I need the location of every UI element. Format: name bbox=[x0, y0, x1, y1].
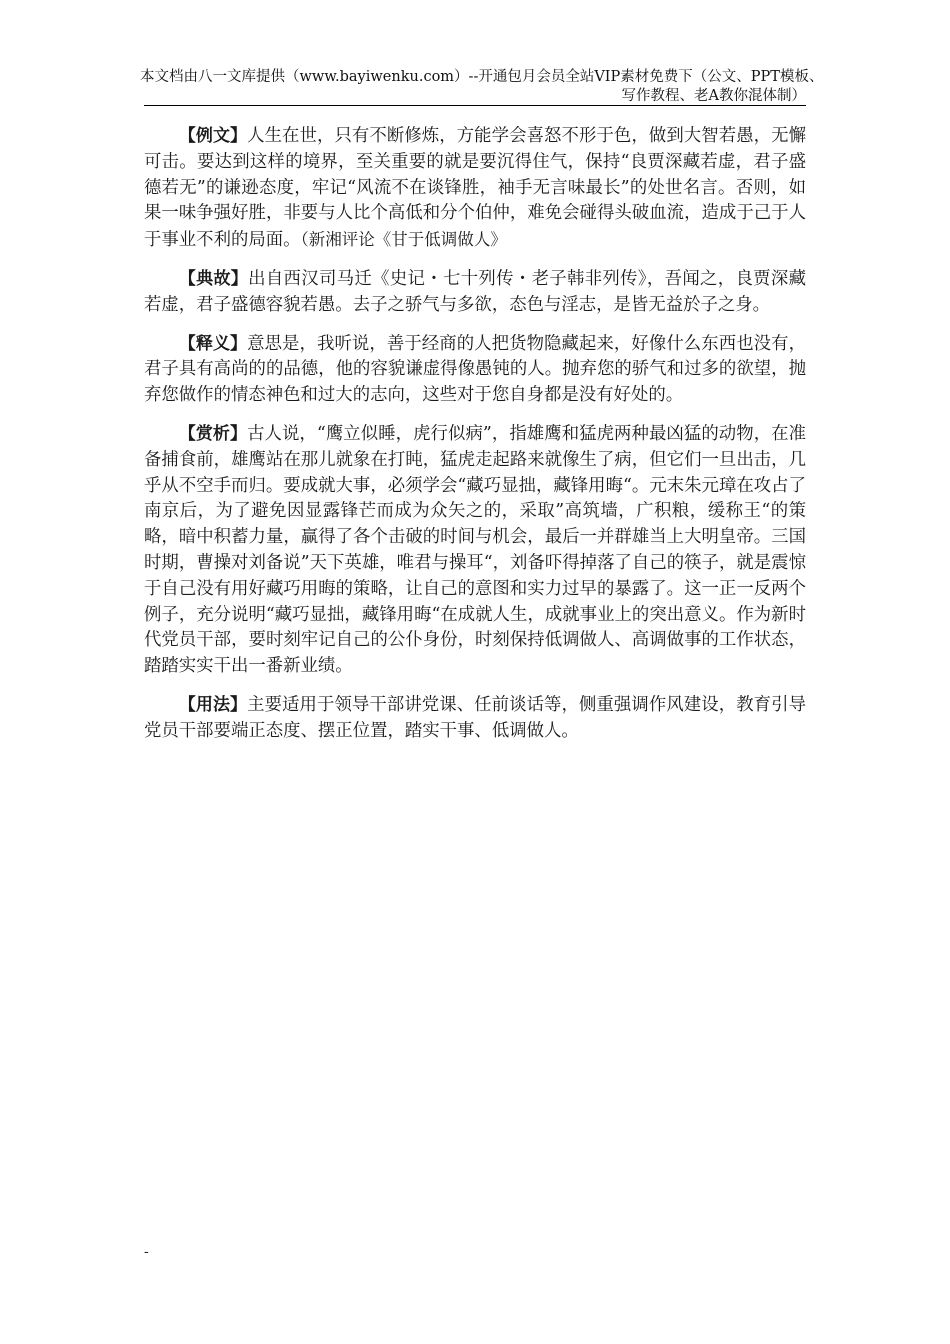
paragraph-interpretation bbox=[144, 332, 806, 409]
paragraph-text: 古人说，“鹰立似睡，虎行似病”，指雄鹰和猛虎两种最凶猛的动物，在准备捕食前，雄鹰站在那儿就象在打盹，猛虎走起路来就像生了病，但它们一旦出击，几乎从不空手而归。要成就大事，必须学会“藏巧显拙，藏锋用晦“。元末朱元璋在攻占了南京后，为了避免因显露锋芒而成为众矢之的，采取”高筑墙，广积粮，缓称王“的策略，暗中积蓄力量，赢得了各个击破的时间与机会，最后一并群雄当上大明皇帝。三国时期，曹操对刘备说”天下英雄，唯君与操耳“，刘备吓得掉落了自己的筷子，就是震惊于自己没有用好藏巧用晦的策略，让自己的意图和实力过早的暴露了。这一正一反两个例子，充分说明“藏巧显拙，藏锋用晦“在成就人生，成就事业上的突出意义。作为新时代党员干部，要时刻牢记自己的公仆身份，时刻保持低调做人、高调做事的工作状态，踏踏实实干出一番新业绩。 bbox=[144, 423, 806, 677]
document-body bbox=[144, 124, 806, 758]
paragraph-text: 主要适用于领导干部讲党课、任前谈话等，侧重强调作风建设，教育引导党员干部要端正态度、摆正位置，踏实干事、低调做人。 bbox=[144, 694, 806, 741]
paragraph-text: 出自西汉司马迁《史记・七十列传・老子韩非列传》，吾闻之，良贾深藏若虚，君子盛德容貌若愚。去子之骄气与多欲，态色与淫志，是皆无益於子之身。 bbox=[144, 268, 807, 315]
section-tag-usage: 【用法】 bbox=[178, 694, 248, 715]
paragraph-usage bbox=[144, 693, 806, 745]
paragraph-example bbox=[144, 124, 806, 254]
header-line-2: 写作教程、老A教你混体制） bbox=[621, 88, 806, 104]
paragraph-text: 人生在世，只有不断修炼，方能学会喜怒不形于色，做到大智若愚，无懈可击。要达到这样的境界，至关重要的就是要沉得住气，保持“良贾深藏若虚，君子盛德若无”的谦逊态度，牢记“风流不在谈锋胜，袖手无言味最长”的处世名言。否则，如果一味争强好胜，非要与人比个高低和分个伯仲，难免会碰得头破血流，造成于己于人于事业不利的局面。 bbox=[144, 126, 806, 251]
paragraph-allusion bbox=[144, 267, 806, 319]
footer-mark: - bbox=[144, 1244, 149, 1260]
source-citation: （新湘评论《甘于低调做人》 bbox=[300, 230, 507, 250]
section-tag-interpretation: 【释义】 bbox=[178, 333, 248, 354]
header-divider bbox=[144, 105, 806, 106]
section-tag-example: 【例文】 bbox=[178, 126, 248, 146]
section-tag-allusion: 【典故】 bbox=[178, 268, 249, 289]
paragraph-appreciation bbox=[144, 422, 806, 680]
page-header bbox=[140, 68, 824, 106]
paragraph-text: 意思是，我听说，善于经商的人把货物隐藏起来，好像什么东西也没有，君子具有高尚的的品德，他的容貌谦虚得像愚钝的人。抛弃您的骄气和过多的欲望，抛弃您做作的情态神色和过大的志向，这些对于您自身都是没有好处的。 bbox=[144, 333, 806, 406]
section-tag-appreciation: 【赏析】 bbox=[178, 423, 248, 444]
header-line-1: 本文档由八一文库提供（www.bayiwenku.com）--开通包月会员全站VIP素材免费下（公文、PPT模板、 bbox=[140, 69, 824, 85]
